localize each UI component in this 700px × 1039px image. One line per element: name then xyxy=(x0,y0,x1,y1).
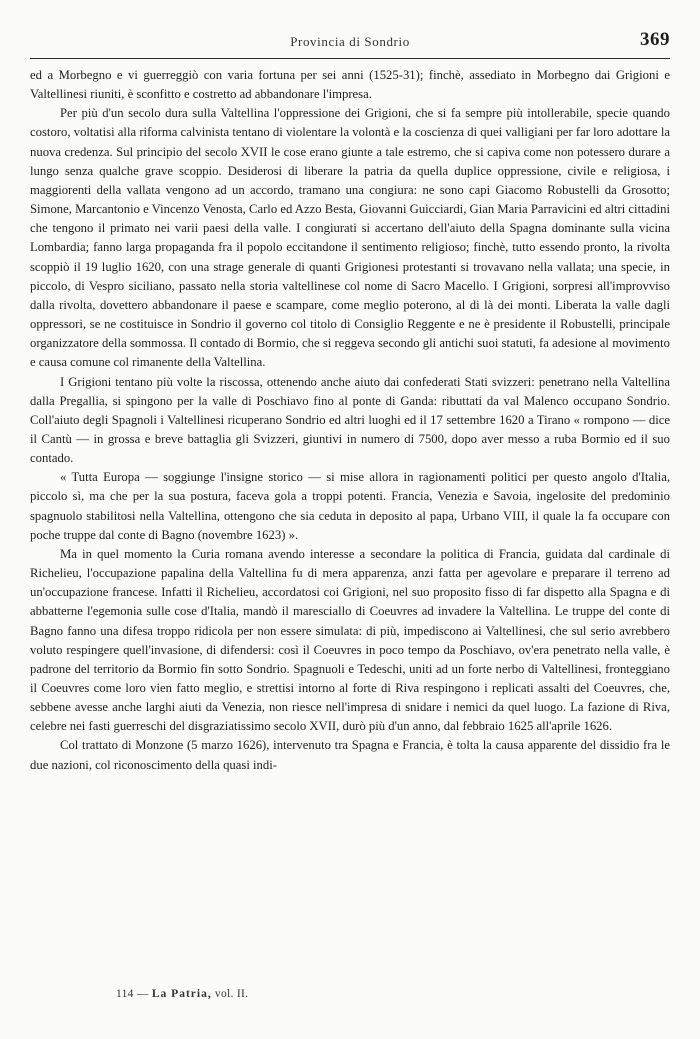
page-footer xyxy=(116,988,248,1000)
running-title: Provincia di Sondrio xyxy=(290,34,410,49)
paragraph: Ma in quel momento la Curia romana avendo interesse a secondare la politica di Francia, guidata dal cardinale di Richelieu, l'occupazione papalina della Valtellina fu di mera apparenza, anzi fatta per agevolare e preparare il terreno ad un'occupazione francese. Infatti il Richelieu, accordatosi coi Grigioni, nel suo proposito fisso di far dispetto alla Spagna e di abbatterne l'egemonia sulle cose d'Italia, mandò il maresciallo di Coeuvres ad invadere la Valtellina. Le truppe del conte di Bagno fanno una difesa troppo ridicola per non essere simulata: di più, impediscono ai Valtellinesi, che sul serio avrebbero voluto respingere quell'invasione, di difendersi: così il Coeuvres in poco tempo da Poschiavo, ov'era penetrato nella valle, è padrone del territorio da Bormio fin sotto Sondrio. Spagnuoli e Tedeschi, uniti ad un forte nerbo di Valtellinesi, fronteggiano il Coeuvres come loro vien fatto meglio, e strettisi intorno al forte di Riva respingono i replicati assalti del Coeuvres, che, sebbene avesse anche larghi aiuti da Venezia, non riesce nell'impresa di snidare i nemici da quel luogo. La fazione di Riva, celebre nei fasti guerreschi del disgraziatissimo secolo XVII, durò più d'un anno, dal febbraio 1625 all'aprile 1626. xyxy=(30,546,670,734)
page-number: 369 xyxy=(640,29,670,50)
footer-volume: vol. II. xyxy=(214,988,249,1000)
footer-signature: 114 — xyxy=(116,988,149,1000)
body-text xyxy=(30,66,670,775)
paragraph: I Grigioni tentano più volte la riscossa, ottenendo anche aiuto dai confederati Stati svizzeri: penetrano nella Valtellina dalla Pregallia, si spingono per la valle di Poschiavo fino al ponte di Ganda: ributtati da val Malenco occupano Sondrio. Coll'aiuto degli Spagnoli i Valtellinesi ricuperano Sondrio ed altri luoghi ed il 17 settembre 1620 a Tirano « rompono — dice il Cantù — in grossa e breve battaglia gli Svizzeri, giuntivi in numero di 7500, dopo aver messo a ruba Bormio ed il suo contado. xyxy=(30,374,670,466)
footer-title: La Patria, xyxy=(151,988,212,1000)
paragraph: Col trattato di Monzone (5 marzo 1626), intervenuto tra Spagna e Francia, è tolta la causa apparente del dissidio fra le due nazioni, col riconoscimento della quasi indi- xyxy=(30,738,670,772)
paragraph-continued: ed a Morbegno e vi guerreggiò con varia fortuna per sei anni (1525-31); finchè, assediato in Morbegno dai Grigioni e Valtellinesi riuniti, è sconfitto e costretto ad abbandonare l'impresa. xyxy=(30,68,670,102)
page-header xyxy=(30,29,670,59)
paragraph: « Tutta Europa — soggiunge l'insigne storico — si mise allora in ragionamenti politici per questo angolo d'Italia, piccolo sì, ma che per la sua postura, faceva gola a troppi potenti. Francia, Venezia e Savoia, ingelosite del predominio spagnuolo stabilitosi nella Valtellina, ottengono che sia ceduta in deposito al papa, Urbano VIII, il quale la fa occupare con poche truppe dal conte di Bagno (novembre 1623) ». xyxy=(30,470,670,542)
paragraph: Per più d'un secolo dura sulla Valtellina l'oppressione dei Grigioni, che si fa sempre più intollerabile, specie quando costoro, voltatisi alla riforma calvinista tentano di violentare la volontà e la coscienza di quei valligiani per far loro adottare la nuova credenza. Sul principio del secolo XVII le cose erano giunte a tale estremo, che si capiva come non potessero durare a lungo senza qualche grave scoppio. Desiderosi di liberare la patria da quella duplice oppressione, civile e religiosa, i maggiorenti della vallata vengono ad un accordo, tramano una congiura: ne sono capi Giacomo Robustelli da Grosotto; Simone, Marcantonio e Vincenzo Venosta, Carlo ed Azzo Besta, Giovanni Guicciardi, Gian Maria Parravicini ed altri cittadini che tengono il primato nei varii paesi della valle. I congiurati si accertano dell'aiuto della Spagna dominante sulla vicina Lombardia; fanno larga propaganda fra il popolo eccitandone il sentimento religioso; finchè, tutto essendo pronto, la rivolta scoppiò il 19 luglio 1620, con una strage generale di quanti Grigionesi protestanti si trovavano nella vallata; una specie, in piccolo, di Vespro siciliano, passato nella storia valtellinese col nome di Sacro Macello. I Grigioni, sorpresi all'improvviso dalla rivolta, dovettero abbandonare il paese e scampare, come meglio poterono, al di là dei monti. Liberata la valle dagli oppressori, se ne costituisce in Sondrio il governo col titolo di Consiglio Reggente e ne è presidente il Robustelli, principale organizzatore della sommossa. Il contado di Bormio, che si reggeva secondo gli antichi suoi statuti, fa adesione al movimento e causa comune col rimanente della Valtellina. xyxy=(30,106,671,370)
